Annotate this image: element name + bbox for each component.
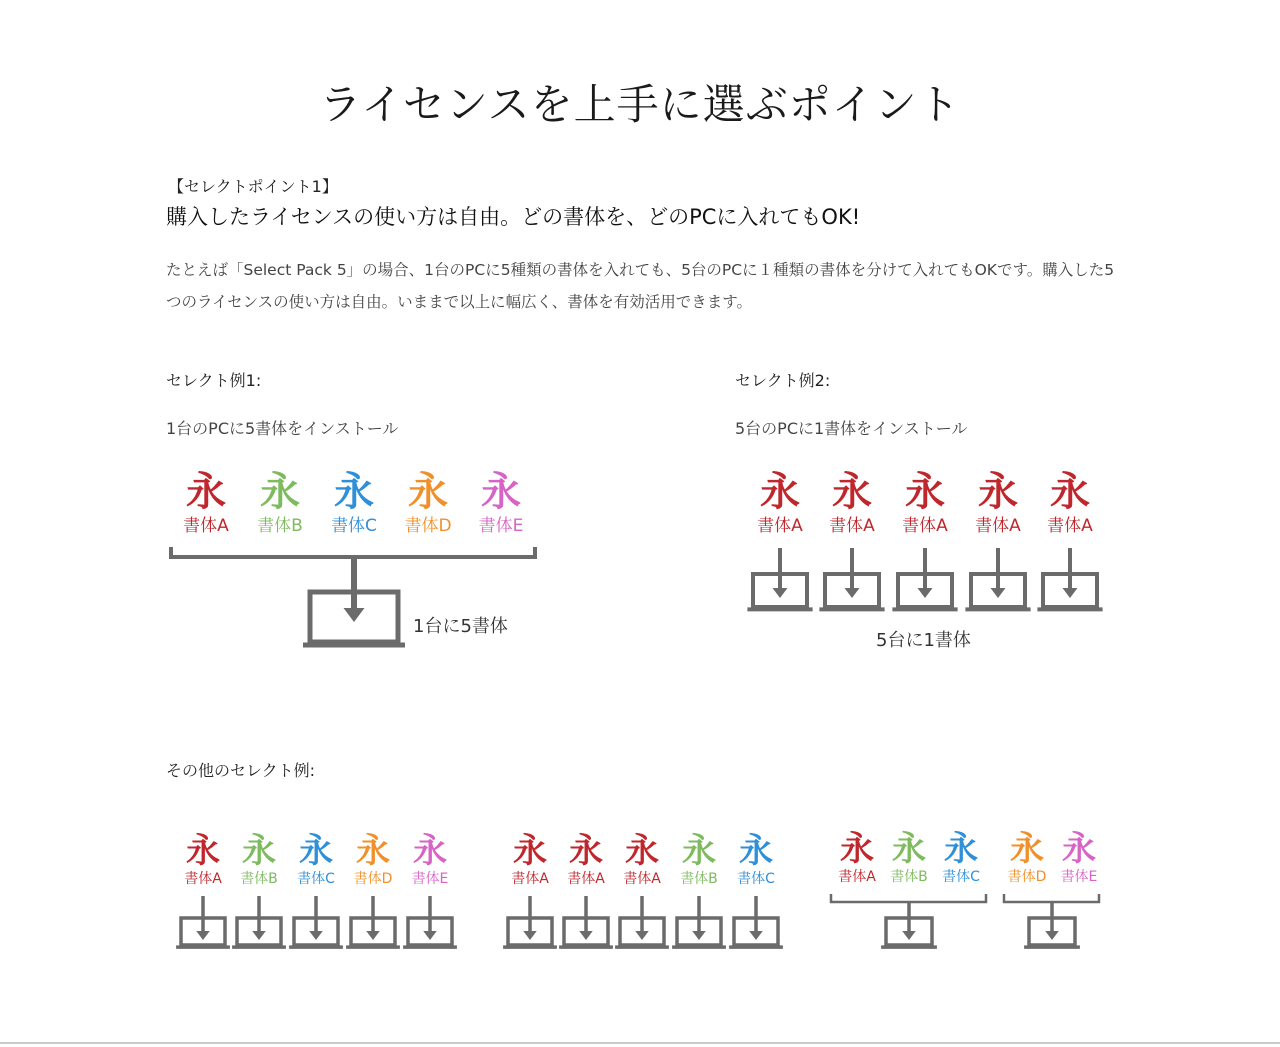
arrow-head (344, 608, 365, 622)
arrow-head (773, 588, 788, 598)
font-name-label: 書体A (829, 516, 875, 536)
font-sample-a (170, 468, 242, 536)
font-sample-c (318, 468, 390, 536)
arrow-head (366, 931, 380, 940)
glyph-sample: 永 (832, 468, 872, 515)
font-sample-e (1043, 829, 1115, 885)
font-sample-a (744, 468, 816, 536)
glyph-sample: 永 (356, 831, 390, 871)
glyph-sample: 永 (1010, 829, 1044, 869)
arrow-head (252, 931, 266, 940)
font-name-label: 書体B (240, 871, 278, 887)
font-name-label: 書体A (1047, 516, 1093, 536)
glyph-sample: 永 (739, 831, 773, 871)
font-name-label: 書体D (353, 871, 393, 887)
font-name-label: 書体C (331, 516, 377, 536)
glyph-sample: 永 (260, 468, 300, 515)
point-headline: 購入したライセンスの使い方は自由。どの書体を、どのPCに入れてもOK! (166, 205, 861, 229)
glyph-sample: 永 (299, 831, 333, 871)
font-name-label: 書体C (942, 869, 980, 885)
glyph-sample: 永 (334, 468, 374, 515)
arrow-head (991, 588, 1006, 598)
font-name-label: 書体D (404, 516, 452, 536)
arrow-head (692, 931, 706, 940)
glyph-sample: 永 (186, 831, 220, 871)
arrow-head (523, 931, 537, 940)
font-sample-a (1034, 468, 1106, 536)
glyph-sample: 永 (569, 831, 603, 871)
glyph-sample: 永 (408, 468, 448, 515)
font-sample-a (962, 468, 1034, 536)
arrow-head (845, 588, 860, 598)
font-sample-a (889, 468, 961, 536)
font-sample-b (244, 468, 316, 536)
bracket-icon (831, 894, 986, 902)
arrow-head (423, 931, 437, 940)
arrow-head (635, 931, 649, 940)
others-title: その他のセレクト例: (166, 761, 316, 780)
bracket-icon (1004, 894, 1099, 902)
arrow-head (902, 931, 916, 940)
font-name-label: 書体A (838, 869, 876, 885)
font-name-label: 書体C (297, 871, 335, 887)
font-name-label: 書体A (511, 871, 549, 887)
font-sample-c (720, 831, 792, 887)
font-name-label: 書体E (478, 516, 524, 536)
glyph-sample: 永 (760, 468, 800, 515)
font-name-label: 書体C (737, 871, 775, 887)
glyph-sample: 永 (242, 831, 276, 871)
font-name-label: 書体B (890, 869, 928, 885)
arrow-head (309, 931, 323, 940)
glyph-sample: 永 (905, 468, 945, 515)
example1-caption: 1台に5書体 (413, 616, 508, 637)
font-name-label: 書体A (184, 871, 222, 887)
arrow-down-icon (1045, 902, 1059, 940)
font-sample-e (394, 831, 466, 887)
arrow-down-icon (902, 902, 916, 940)
glyph-sample: 永 (1050, 468, 1090, 515)
arrow-head (579, 931, 593, 940)
font-name-label: 書体A (975, 516, 1021, 536)
font-sample-d (392, 468, 464, 536)
glyph-sample: 永 (944, 829, 978, 869)
glyph-sample: 永 (978, 468, 1018, 515)
example1-subtitle: 1台のPCに5書体をインストール (166, 419, 399, 438)
font-name-label: 書体A (757, 516, 803, 536)
arrow-head (749, 931, 763, 940)
point-body: たとえば「Select Pack 5」の場合、1台のPCに5種類の書体を入れても、5台のPCに１種類の書体を分けて入れてもOKです。購入した5つのライセンスの使い方は自由。いままで以上に幅広く、書体を有効活用できます。 (166, 261, 1115, 311)
font-name-label: 書体E (1060, 869, 1098, 885)
example2-caption: 5台に1書体 (876, 630, 971, 651)
arrow-head (918, 588, 933, 598)
bracket-icon (171, 547, 535, 557)
font-name-label: 書体A (183, 516, 229, 536)
arrow-head (196, 931, 210, 940)
font-sample-a (816, 468, 888, 536)
glyph-sample: 永 (840, 829, 874, 869)
glyph-sample: 永 (186, 468, 226, 515)
arrow-head (1045, 931, 1059, 940)
page-title: ライセンスを上手に選ぶポイント (319, 80, 961, 129)
glyph-sample: 永 (625, 831, 659, 871)
font-sample-c (925, 829, 997, 885)
glyph-sample: 永 (413, 831, 447, 871)
arrow-head (1063, 588, 1078, 598)
font-name-label: 書体A (567, 871, 605, 887)
example2-title: セレクト例2: (735, 371, 831, 390)
glyph-sample: 永 (1062, 829, 1096, 869)
font-sample-e (465, 468, 537, 536)
font-name-label: 書体D (1007, 869, 1047, 885)
font-name-label: 書体E (411, 871, 449, 887)
font-name-label: 書体B (680, 871, 718, 887)
example1-title: セレクト例1: (166, 371, 262, 390)
point-label: 【セレクトポイント1】 (168, 177, 338, 196)
glyph-sample: 永 (481, 468, 521, 515)
glyph-sample: 永 (682, 831, 716, 871)
font-name-label: 書体B (257, 516, 303, 536)
glyph-sample: 永 (892, 829, 926, 869)
glyph-sample: 永 (513, 831, 547, 871)
font-name-label: 書体A (902, 516, 948, 536)
font-name-label: 書体A (623, 871, 661, 887)
example2-subtitle: 5台のPCに1書体をインストール (735, 419, 968, 438)
